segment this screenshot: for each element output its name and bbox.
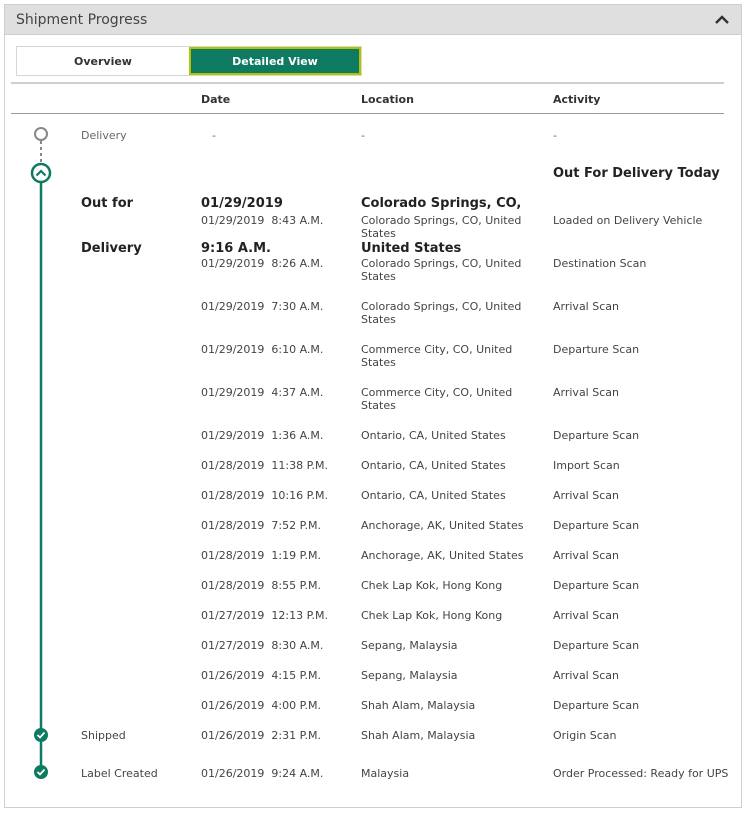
- event-location: Anchorage, AK, United States: [361, 549, 524, 562]
- milestone-activity: Order Processed: Ready for UPS: [553, 767, 729, 780]
- event-location: [361, 300, 521, 326]
- milestone-activity: -: [553, 129, 557, 142]
- event-activity: Departure Scan: [553, 699, 640, 712]
- event-date: 01/29/2019 1:36 A.M.: [201, 429, 324, 442]
- date-line: 01/29/2019: [201, 196, 283, 211]
- event-location: Sepang, Malaysia: [361, 639, 458, 652]
- event-date: 01/28/2019 1:19 P.M.: [201, 549, 321, 562]
- event-location: Ontario, CA, United States: [361, 429, 506, 442]
- column-header-location: Location: [361, 93, 414, 106]
- panel-title: Shipment Progress: [16, 12, 148, 28]
- event-date: 01/28/2019 10:16 P.M.: [201, 489, 328, 502]
- event-location: Anchorage, AK, United States: [361, 519, 524, 532]
- event-activity: Arrival Scan: [553, 386, 619, 399]
- milestone-location: Malaysia: [361, 767, 410, 780]
- location-line: States: [361, 399, 396, 412]
- event-date: 01/29/2019 6:10 A.M.: [201, 343, 324, 356]
- header-divider: [11, 82, 724, 84]
- location-line: Commerce City, CO, United: [361, 386, 513, 399]
- chevron-up-icon[interactable]: [711, 9, 733, 31]
- event-activity: Arrival Scan: [553, 669, 619, 682]
- chevron-up-circle-icon: [32, 164, 50, 182]
- location-line: States: [361, 356, 396, 369]
- event-date: 01/26/2019 4:00 P.M.: [201, 699, 321, 712]
- label-line: Out for: [81, 196, 134, 211]
- milestone-label: Shipped: [81, 729, 126, 742]
- location-line: Colorado Springs, CO, United: [361, 257, 522, 270]
- event-activity: Arrival Scan: [553, 489, 619, 502]
- event-activity: Departure Scan: [553, 429, 640, 442]
- event-activity: Loaded on Delivery Vehicle: [553, 214, 703, 227]
- location-line: Colorado Springs, CO,: [361, 196, 522, 211]
- event-activity: Departure Scan: [553, 579, 640, 592]
- event-activity: Departure Scan: [553, 639, 640, 652]
- tab-overview[interactable]: Overview: [17, 47, 189, 75]
- location-line: Colorado Springs, CO, United: [361, 300, 522, 313]
- event-location: Ontario, CA, United States: [361, 459, 506, 472]
- milestone-location: -: [361, 129, 365, 142]
- date-line: 9:16 A.M.: [201, 241, 271, 256]
- tab-detailed-view[interactable]: Detailed View: [189, 47, 361, 75]
- event-date: 01/29/2019 8:26 A.M.: [201, 257, 324, 270]
- event-activity: Arrival Scan: [553, 300, 619, 313]
- panel-header[interactable]: [5, 5, 741, 35]
- header-bottom-divider: [11, 113, 724, 114]
- location-line: Commerce City, CO, United: [361, 343, 513, 356]
- event-date: 01/29/2019 8:43 A.M.: [201, 214, 324, 227]
- event-date: 01/26/2019 4:15 P.M.: [201, 669, 321, 682]
- event-activity: Arrival Scan: [553, 609, 619, 622]
- event-date: 01/28/2019 8:55 P.M.: [201, 579, 321, 592]
- timeline-track: [0, 0, 80, 814]
- event-location: Sepang, Malaysia: [361, 669, 458, 682]
- location-line: States: [361, 270, 396, 283]
- column-header-date: Date: [201, 93, 231, 106]
- milestone-label: Delivery: [81, 129, 127, 142]
- event-activity: Import Scan: [553, 459, 620, 472]
- milestone-label: [81, 166, 142, 286]
- location-line: States: [361, 227, 396, 240]
- check-circle-icon: [34, 728, 48, 742]
- event-activity: Departure Scan: [553, 343, 640, 356]
- milestone-activity: Out For Delivery Today: [553, 166, 720, 181]
- milestone-label: Label Created: [81, 767, 158, 780]
- location-line: United States: [361, 241, 462, 256]
- check-circle-icon: [34, 765, 48, 779]
- event-location: Ontario, CA, United States: [361, 489, 506, 502]
- empty-circle-icon: [35, 128, 47, 140]
- event-activity: Arrival Scan: [553, 549, 619, 562]
- event-location: [361, 257, 521, 283]
- event-activity: Departure Scan: [553, 519, 640, 532]
- milestone-activity: Origin Scan: [553, 729, 617, 742]
- milestone-date: -: [212, 129, 216, 142]
- milestone-date: 01/26/2019 9:24 A.M.: [201, 767, 324, 780]
- event-location: [361, 343, 512, 369]
- milestone-date: 01/26/2019 2:31 P.M.: [201, 729, 321, 742]
- event-location: Shah Alam, Malaysia: [361, 699, 476, 712]
- event-activity: Destination Scan: [553, 257, 647, 270]
- location-line: Colorado Springs, CO, United: [361, 214, 522, 227]
- event-date: 01/29/2019 7:30 A.M.: [201, 300, 324, 313]
- event-date: 01/27/2019 12:13 P.M.: [201, 609, 328, 622]
- event-location: Chek Lap Kok, Hong Kong: [361, 609, 503, 622]
- milestone-location: Shah Alam, Malaysia: [361, 729, 476, 742]
- event-location: Chek Lap Kok, Hong Kong: [361, 579, 503, 592]
- label-line: Delivery: [81, 241, 142, 256]
- location-line: States: [361, 313, 396, 326]
- event-location: [361, 214, 521, 240]
- event-date: 01/28/2019 7:52 P.M.: [201, 519, 321, 532]
- column-header-activity: Activity: [553, 93, 601, 106]
- event-date: 01/29/2019 4:37 A.M.: [201, 386, 324, 399]
- event-location: [361, 386, 512, 412]
- event-date: 01/28/2019 11:38 P.M.: [201, 459, 328, 472]
- event-date: 01/27/2019 8:30 A.M.: [201, 639, 324, 652]
